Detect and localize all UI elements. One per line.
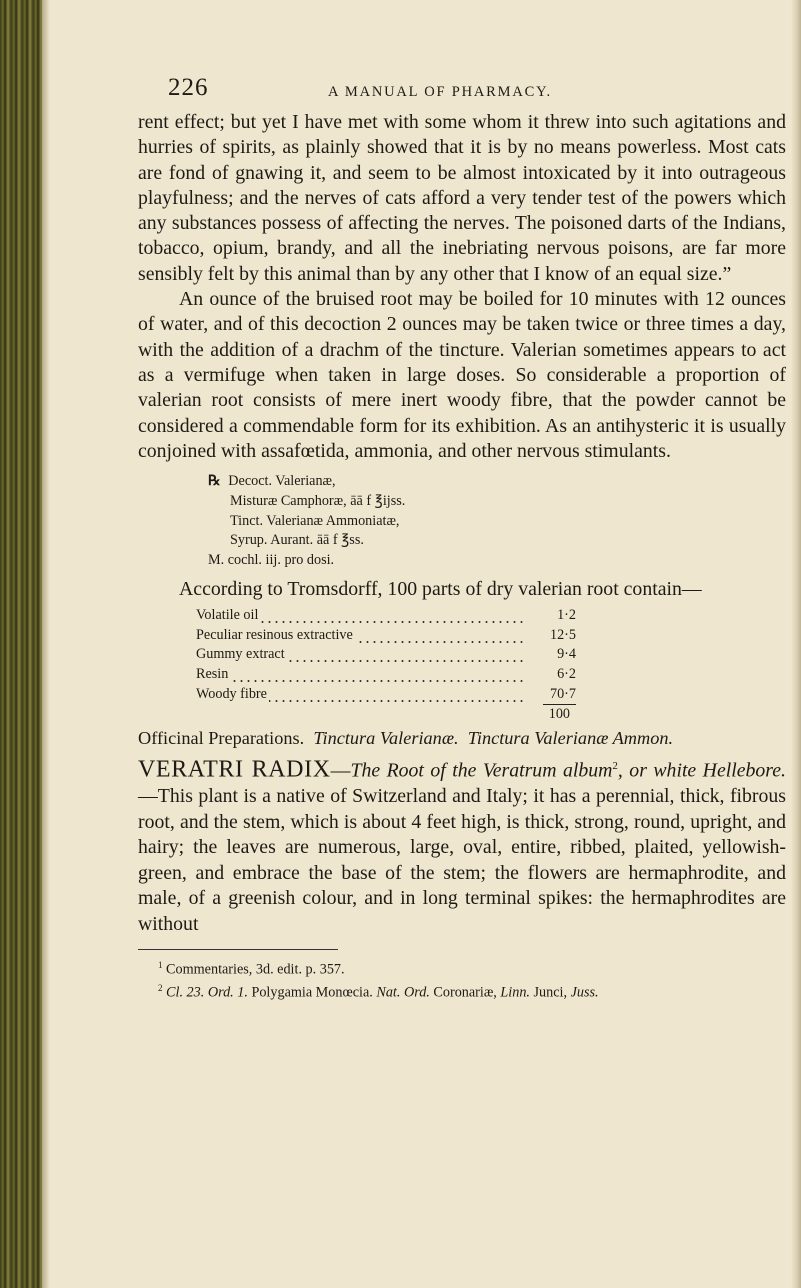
composition-name: Peculiar resinous extractive [196, 626, 526, 646]
footnote-2: $^2$ Cl. 23. Ord. 1. Polygamia Monœcia. Nat. Ord. Coronariæ, Linn. Junci, Juss. [158, 982, 599, 1001]
composition-value: 70·7 [549, 685, 576, 702]
officinal-prep-2: Tinctura Valerianæ Ammon. [467, 728, 674, 749]
composition-row [196, 606, 576, 626]
footnote-divider [138, 949, 338, 950]
page-header [138, 70, 786, 110]
prescription [208, 472, 786, 571]
composition-value: 9·4 [557, 646, 576, 663]
section-body: —This plant is a native of Switzerland and Italy; it has a perennial, thick, fibrous root, and the stem, which is about 4 feet high, is thick, strong, round, upright, and hairy; the leaves are numerous, large, oval, entire, ribbed, plaited, yellowish-green, and embrace the base of the stem; the flowers are hermaphrodite, and male, of a greenish colour, and in long terminal spikes: the hermaphrodites are without [138, 785, 786, 935]
composition-value: 6·2 [557, 666, 576, 683]
officinal-prep-1: Tinctura Valerianæ. [313, 728, 459, 749]
prescription-symbol: ℞ [208, 473, 221, 490]
composition-value: 1·2 [557, 606, 576, 623]
composition-name: Woody fibre [196, 685, 526, 705]
prescription-line-2: Misturæ Camphoræ, āā f ℥ijss. [230, 492, 406, 509]
book-page [138, 70, 786, 1002]
veratri-section: VERATRI RADIX—The Root of the Veratrum album$^2$, or white Hellebore.—This plant is a native of Switzerland and Italy; it has a perennial, thick, fibrous root, and the stem, which is about 4 feet high, is thick, strong, round, upright, and hairy; the leaves are numerous, large, oval, entire, ribbed, plaited, yellowish-green, and embrace the base of the stem; the flowers are hermaphrodite, and male, of a greenish colour, and in long terminal spikes: the hermaphrodites are without [138, 757, 786, 935]
running-title: A MANUAL OF PHARMACY. [328, 84, 552, 100]
composition-table [196, 606, 576, 705]
paragraph-3: According to Tromsdorff, 100 parts of dry valerian root contain— [179, 577, 702, 600]
composition-name: Gummy extract [196, 645, 526, 665]
footnote-ref: 2 [612, 760, 618, 773]
prescription-line-3: Tinct. Valerianæ Ammoniatæ, [230, 512, 400, 529]
composition-row [196, 626, 576, 646]
composition-name: Volatile oil [196, 606, 526, 626]
binding-gutter [0, 0, 42, 1288]
prescription-line-4: Syrup. Aurant. āā f ℥ss. [230, 532, 364, 549]
page-number: 226 [168, 74, 209, 101]
composition-row [196, 685, 576, 705]
composition-row [196, 645, 576, 665]
composition-name: Resin [196, 665, 526, 685]
binding-shadow [42, 0, 50, 1288]
composition-value: 12·5 [549, 626, 576, 643]
section-title: VERATRI RADIX [138, 757, 331, 784]
paragraph-1: rent effect; but yet I have met with some whom it threw into such agitations and hurries of spirits, as plainly showed that it is by no means powerless. Most cats are fond of gnawing it, and seem to be almost intoxicated by it into outrageous playfulness; and the nerves of cats afford a very tender test of the powers which any substances possess of affecting the nerves. The poisoned darts of the Indians, tobacco, opium, brandy, and all the inebriating nervous poisons, are far more sensibly felt by this animal than by any other that I know of an equal size.” [138, 111, 786, 285]
page-edge [791, 0, 801, 1288]
composition-row [196, 665, 576, 685]
prescription-line-5: M. cochl. iij. pro dosi. [208, 551, 335, 568]
officinal-label: Officinal Preparations. [138, 728, 305, 749]
footnote-1: $^1$ Commentaries, 3d. edit. p. 357. [158, 959, 345, 978]
composition-total: 100 [196, 704, 576, 723]
paragraph-2: An ounce of the bruised root may be boiled for 10 minutes with 12 ounces of water, and of this decoction 2 ounces may be taken twice or three times a day, with the addition of a drachm of the tincture. Valerian sometimes appears to act as a vermifuge when taken in large doses. So considerable a proportion of valerian root consists of mere inert woody fibre, that the powder cannot be considered a commendable form for its exhibition. As an antihysteric it is usually conjoined with assafœtida, ammonia, and other nervous stimulants. [138, 288, 786, 462]
section-subtitle: The Root of the Veratrum album [350, 760, 613, 783]
officinal-preparations [138, 727, 786, 750]
prescription-line-1: ℞ Decoct. Valerianæ, [208, 473, 336, 490]
